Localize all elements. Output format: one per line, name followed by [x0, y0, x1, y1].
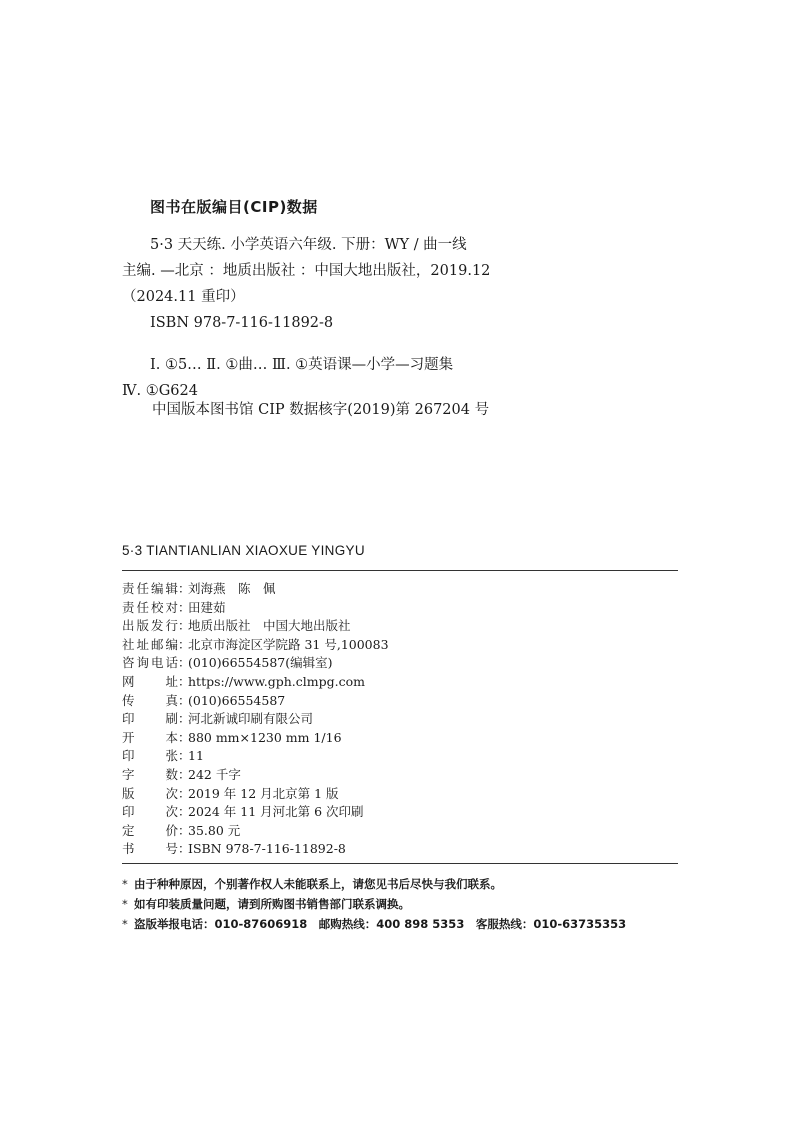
info-label: 出版发行 [122, 618, 178, 634]
asterisk-marker: * [122, 897, 128, 911]
publication-info [122, 580, 678, 859]
info-value: https://www.gph.clmpg.com [188, 673, 365, 689]
colon: ： [178, 599, 191, 615]
info-row-fax [122, 692, 678, 711]
info-value: 2024 年 11 月河北第 6 次印刷 [188, 804, 364, 820]
cip-line-1: 5·3 天天练. 小学英语六年级. 下册：WY / 曲一线 [150, 237, 467, 253]
info-value: 地质出版社 中国大地出版社 [188, 618, 351, 634]
notice-text: 盗版举报电话：010-87606918 邮购热线：400 898 5353 客服热线：010-63735353 [134, 917, 627, 931]
info-label: 社址邮编 [122, 636, 178, 652]
info-value: 35.80 元 [188, 822, 241, 838]
colon: ： [178, 692, 191, 708]
colon: ： [178, 711, 191, 727]
colon: ： [178, 785, 191, 801]
cip-line-2: 主编. —北京 ：地质出版社 ：中国大地出版社，2019.12 [122, 263, 491, 279]
colon: ： [178, 804, 191, 820]
cip-record [122, 232, 522, 404]
info-value: (010)66554587(编辑室) [188, 655, 333, 671]
notice-text: 由于种种原因，个别著作权人未能联系上，请您见书后尽快与我们联系。 [134, 877, 502, 891]
info-value: 2019 年 12 月北京第 1 版 [188, 785, 339, 801]
colon: ： [178, 822, 191, 838]
cip-heading: 图书在版编目(CIP)数据 [150, 198, 318, 216]
info-value: 田建茹 [188, 599, 226, 615]
notice-copyright [122, 874, 682, 894]
info-row-sheets [122, 747, 678, 766]
info-row-publisher [122, 617, 678, 636]
info-row-edition [122, 785, 678, 804]
divider-bottom [122, 863, 678, 864]
divider-top [122, 570, 678, 571]
info-label: 网 址 [122, 673, 178, 689]
info-label: 印 刷 [122, 711, 178, 727]
notice-text: 如有印装质量问题，请到所购图书销售部门联系调换。 [134, 897, 410, 911]
info-label: 责任编辑 [122, 581, 178, 596]
info-label: 责任校对 [122, 599, 178, 615]
colon: ： [178, 841, 191, 857]
info-row-phone [122, 654, 678, 673]
colon: ： [178, 748, 191, 764]
info-label: 书 号 [122, 841, 178, 857]
info-value: 11 [188, 748, 204, 764]
cip-isbn: ISBN 978-7-116-11892-8 [150, 315, 334, 331]
cip-classification-1: Ⅰ. ①5… Ⅱ. ①曲… Ⅲ. ①英语课—小学—习题集 [150, 357, 454, 373]
colon: ： [178, 636, 191, 652]
info-row-website [122, 673, 678, 692]
info-label: 咨询电话 [122, 655, 178, 671]
info-label: 字 数 [122, 766, 178, 782]
asterisk-marker: * [122, 877, 128, 891]
colon: ： [178, 729, 191, 745]
info-label: 传 真 [122, 692, 178, 708]
colon: ： [178, 655, 191, 671]
info-row-printer [122, 710, 678, 729]
info-value: 河北新诚印刷有限公司 [188, 711, 314, 727]
cip-classification-2: Ⅳ. ①G624 [122, 383, 198, 399]
notice-hotlines [122, 914, 682, 934]
info-value: 242 千字 [188, 766, 241, 782]
info-label: 定 价 [122, 822, 178, 838]
colon: ： [178, 673, 191, 689]
info-row-price [122, 822, 678, 841]
info-row-wordcount [122, 766, 678, 785]
info-value: (010)66554587 [188, 692, 286, 708]
info-label: 印 张 [122, 748, 178, 764]
colon: ： [178, 581, 191, 596]
info-label: 版 次 [122, 785, 178, 801]
colon: ： [178, 618, 191, 634]
cip-number: 中国版本图书馆 CIP 数据核字(2019)第 267204 号 [152, 402, 490, 418]
cip-line-3: （2024.11 重印） [122, 289, 245, 305]
info-row-address [122, 636, 678, 655]
info-value: 880 mm×1230 mm 1/16 [188, 729, 342, 745]
info-label: 印 次 [122, 804, 178, 820]
info-row-format [122, 729, 678, 748]
info-row-proofreader [122, 599, 678, 618]
notice-quality [122, 894, 682, 914]
asterisk-marker: * [122, 917, 128, 931]
info-label: 开 本 [122, 729, 178, 745]
colon: ： [178, 766, 191, 782]
info-row-editor [122, 580, 678, 599]
info-value: 刘海燕 陈 佩 [188, 581, 276, 596]
info-row-printing [122, 803, 678, 822]
info-value: ISBN 978-7-116-11892-8 [188, 841, 346, 857]
notices [122, 874, 682, 934]
info-value: 北京市海淀区学院路 31 号,100083 [188, 636, 389, 652]
pinyin-title: 5·3 TIANTIANLIAN XIAOXUE YINGYU [122, 543, 365, 558]
info-row-isbn [122, 840, 678, 859]
